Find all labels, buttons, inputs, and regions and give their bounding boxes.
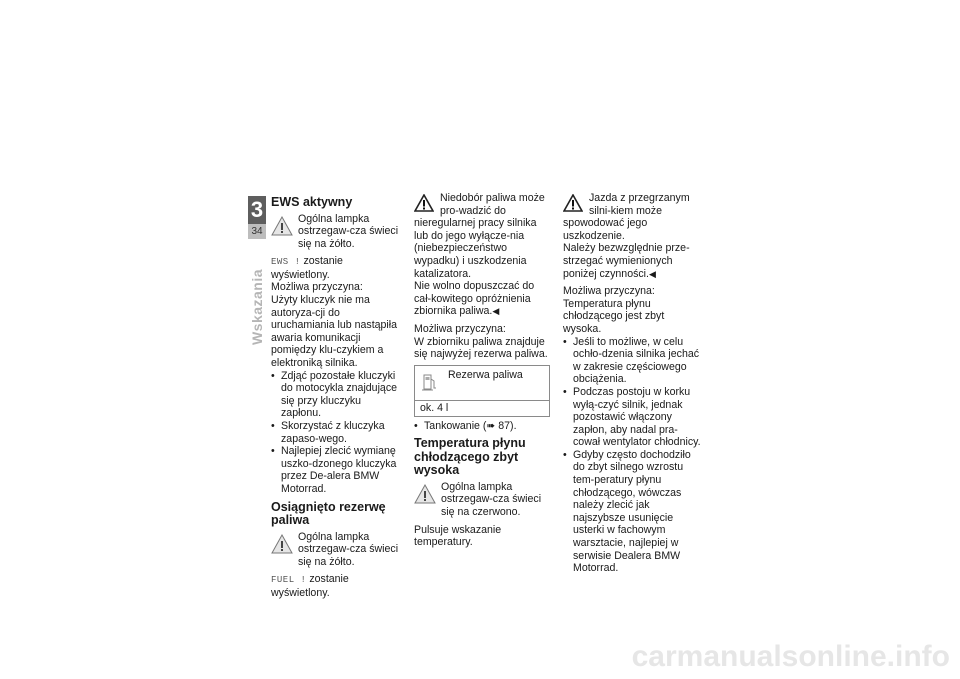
page-ref-arrow-icon: ➠ bbox=[486, 419, 496, 432]
list-item: • Zdjąć pozostałe kluczyki do motocykla znajdujące się przy kluczyku zapłonu. bbox=[271, 370, 403, 420]
column-2 bbox=[414, 192, 550, 549]
chapter-number: 3 bbox=[250, 197, 264, 222]
page-number: 34 bbox=[248, 224, 266, 239]
warning-triangle-icon bbox=[271, 216, 293, 236]
fuel-actions bbox=[414, 420, 550, 433]
section-ews-title: EWS aktywny bbox=[271, 195, 353, 209]
overheat-caution bbox=[563, 192, 703, 280]
fuel-display-line: FUEL ! zostanie wyświetlony. bbox=[271, 573, 349, 599]
chapter-title: Wskazania bbox=[249, 268, 265, 346]
fuel-code: FUEL ! bbox=[271, 575, 307, 586]
ews-cause-label: Możliwa przyczyna: bbox=[271, 281, 363, 294]
section-coolant-title: Temperatura płynu chłodzącego zbyt wysoka bbox=[414, 436, 526, 478]
warning-triangle-icon bbox=[414, 194, 434, 212]
fuel-cause-label: Możliwa przyczyna: bbox=[414, 322, 506, 335]
list-item: • Skorzystać z kluczyka zapaso-wego. bbox=[271, 420, 403, 445]
fuel-pump-icon bbox=[422, 373, 438, 397]
list-item: • Tankowanie (➠ 87). bbox=[414, 420, 550, 433]
ews-code: EWS ! bbox=[271, 257, 301, 268]
warning-triangle-icon bbox=[271, 534, 293, 554]
ews-warning-text: Ogólna lampka ostrzegaw-cza świeci się na żółto. bbox=[298, 212, 399, 250]
fuel-caution bbox=[414, 192, 550, 318]
coolant-warning bbox=[414, 481, 550, 519]
fuel-caution-text: Niedobór paliwa może pro-wadzić do nieregularnej pracy silnika lub do jego wyłącze-nia (niebezpieczeństwo wypadku) i uszkodzenia katalizatora. bbox=[414, 192, 545, 280]
chapter-tab bbox=[248, 196, 266, 239]
fuel-caution-text-2: Nie wolno dopuszczać do cał-kowitego opróżnienia zbiornika paliwa.◀ bbox=[414, 280, 535, 318]
fuel-reserve-value: ok. 4 l bbox=[420, 401, 449, 414]
overheat-caution-text: Jazda z przegrzanym silni-kiem może spowodować jego uszkodzenie. bbox=[563, 192, 690, 242]
ews-cause: Użyty kluczyk nie ma autoryza-cji do uruchamiania lub nastąpiła awaria komunikacji pomiędzy klu-czykiem a elektroniką silnika. bbox=[271, 294, 398, 370]
coolant-pulse-text: Pulsuje wskazanie temperatury. bbox=[414, 523, 502, 549]
column-1 bbox=[271, 196, 403, 600]
column-3 bbox=[563, 192, 703, 575]
end-marker: ◀ bbox=[492, 306, 500, 317]
ews-actions bbox=[271, 370, 403, 496]
list-item: • Jeśli to możliwe, w celu ochło-dzenia silnika jechać w zakresie częściowego obciążenia. bbox=[563, 336, 703, 386]
section-fuel-title: Osiągnięto rezerwę paliwa bbox=[271, 499, 386, 528]
overheat-actions bbox=[563, 336, 703, 575]
fuel-cause: W zbiorniku paliwa znajduje się najwyżej rezerwa paliwa. bbox=[414, 335, 548, 361]
coolant-warning-text: Ogólna lampka ostrzegaw-cza świeci się na czerwono. bbox=[441, 480, 542, 518]
list-item: • Podczas postoju w korku wyłą-czyć silnik, jednak pozostawić włączony zapłon, aby nadal pra-cował wentylator chłodnicy. bbox=[563, 386, 703, 449]
warning-triangle-icon bbox=[414, 484, 436, 504]
ews-display-line: EWS ! zostanie wyświetlony. bbox=[271, 255, 343, 281]
list-item: • Gdyby często dochodziło do zbyt silnego wzrostu tem-peratury płynu chłodzącego, wówczas należy zlecić jak najszybsze usunięcie usterki w fachowym warsztacie, najlepiej w serwisie Dealera BMW Motorrad. bbox=[563, 449, 703, 575]
fuel-warning-text: Ogólna lampka ostrzegaw-cza świeci się na żółto. bbox=[298, 530, 399, 568]
overheat-caution-text-2: Należy bezwzględnie prze-strzegać wymienionych poniżej czynności.◀ bbox=[563, 242, 690, 280]
fuel-reserve-label: Rezerwa paliwa bbox=[448, 368, 523, 381]
fuel-warning bbox=[271, 531, 403, 569]
end-marker: ◀ bbox=[648, 268, 656, 279]
overheat-cause: Temperatura płynu chłodzącego jest zbyt wysoka. bbox=[563, 297, 665, 335]
fuel-reserve-box bbox=[414, 365, 550, 417]
warning-triangle-icon bbox=[563, 194, 583, 212]
list-item: • Najlepiej zlecić wymianę uszko-dzonego kluczyka przez De-alera BMW Motorrad. bbox=[271, 445, 403, 495]
overheat-cause-label: Możliwa przyczyna: bbox=[563, 285, 655, 298]
ews-warning bbox=[271, 213, 403, 251]
